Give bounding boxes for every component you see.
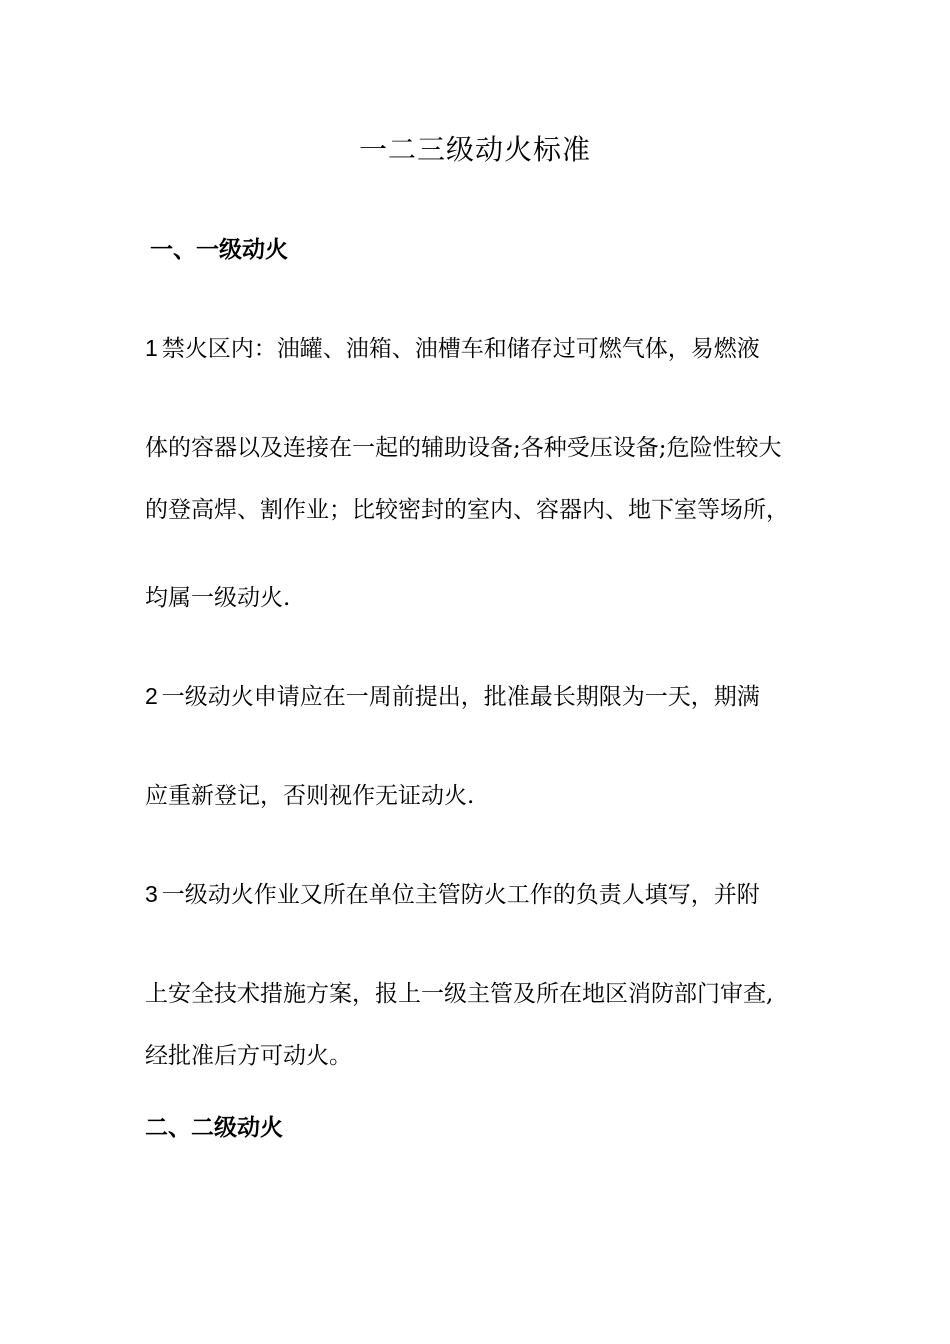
item-3-number: 3	[145, 881, 158, 907]
item-3-line-1	[145, 874, 760, 915]
item-3-text-1: 一级动火作业又所在单位主管防火工作的负责人填写，并附	[161, 882, 760, 908]
item-2-number: 2	[145, 683, 158, 709]
item-2-line-1	[145, 676, 760, 717]
item-3-line-2: 上安全技术措施方案，报上一级主管及所在地区消防部门审查,	[145, 981, 774, 1007]
item-1-line-2: 体的容器以及连接在一起的辅助设备;各种受压设备;危险性较大	[145, 435, 782, 461]
item-1-number: 1	[145, 335, 158, 361]
item-1-text-1: 禁火区内：油罐、油箱、油槽车和储存过可燃气体，易燃液	[161, 336, 760, 362]
item-2-line-2: 应重新登记，否则视作无证动火.	[145, 783, 475, 809]
section-heading-level-1: 一、一级动火	[150, 237, 288, 263]
item-2-text-1: 一级动火申请应在一周前提出，批准最长期限为一天，期满	[161, 684, 760, 710]
item-1-line-1	[145, 328, 760, 369]
item-3-line-3: 经批准后方可动火。	[145, 1043, 352, 1069]
section-heading-level-2: 二、二级动火	[145, 1115, 283, 1141]
item-1-line-3: 的登高焊、割作业；比较密封的室内、容器内、地下室等场所，	[145, 497, 789, 523]
item-1-line-4: 均属一级动火.	[145, 585, 291, 611]
document-title: 一二三级动火标准	[358, 133, 591, 166]
